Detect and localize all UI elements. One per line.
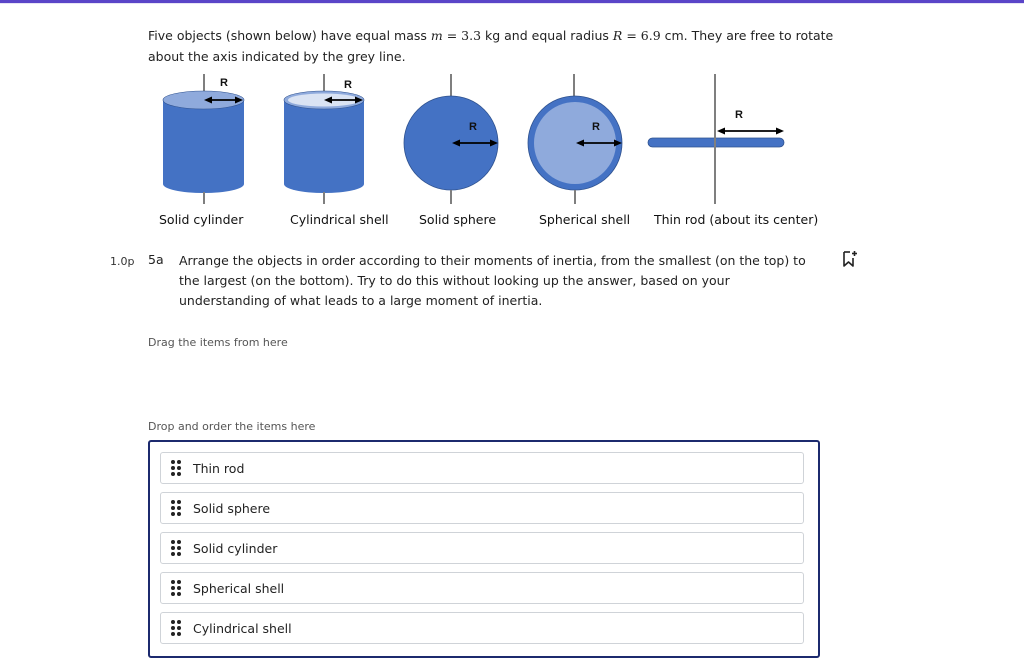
drag-item-label: Solid sphere [193,500,271,516]
radius-symbol: R = 6.9 [612,28,661,43]
objects-figure [0,66,1024,211]
drag-handle-icon[interactable] [171,460,183,476]
caption-solid-cylinder: Solid cylinder [159,212,244,227]
drop-zone-label: Drop and order the items here [148,420,316,433]
drag-item-thin-rod[interactable] [160,452,804,484]
drag-handle-icon[interactable] [171,620,183,636]
solid-sphere-drawing [404,74,498,204]
drag-item-label: Cylindrical shell [193,620,292,636]
radius-label: R [469,121,477,133]
radius-label: R [344,79,352,91]
drag-item-label: Spherical shell [193,580,285,596]
caption-thin-rod: Thin rod (about its center) [654,212,819,227]
intro-axis-text: about the axis indicated by the grey line. [148,49,406,64]
mass-symbol: m = 3.3 [430,28,482,43]
radius-label: R [220,77,228,89]
question-text: Arrange the objects in order according to their moments of inertia, from the smallest (on the top) to the largest (on the bottom). Try to do this without looking up the answer, based on your understanding of what leads to a large moment of inertia. [179,253,806,308]
cylindrical-shell-drawing [284,74,364,204]
top-accent-shadow [0,3,1024,4]
question-number: 5a [148,252,164,267]
radius-label: R [592,121,600,133]
drag-source-label: Drag the items from here [148,336,288,349]
drop-zone[interactable] [148,440,820,658]
caption-spherical-shell: Spherical shell [539,212,631,227]
spherical-shell-drawing [528,74,622,204]
drag-item-solid-sphere[interactable] [160,492,804,524]
drag-item-label: Solid cylinder [193,540,278,556]
drag-handle-icon[interactable] [171,580,183,596]
drag-item-spherical-shell[interactable] [160,572,804,604]
drag-handle-icon[interactable] [171,500,183,516]
drag-item-cylindrical-shell[interactable] [160,612,804,644]
thin-rod-drawing [648,74,784,204]
problem-intro [148,25,838,67]
drag-handle-icon[interactable] [171,540,183,556]
caption-cylindrical-shell: Cylindrical shell [290,212,389,227]
solid-cylinder-drawing [163,74,244,204]
question-points: 1.0p [110,255,135,268]
drag-item-solid-cylinder[interactable] [160,532,804,564]
bookmark-flag-icon[interactable] [842,250,858,268]
caption-solid-sphere: Solid sphere [419,212,497,227]
drag-item-label: Thin rod [193,460,245,476]
radius-label: R [735,109,743,121]
intro-text: Five objects (shown below) have equal mass [148,28,431,43]
intro-text-mass-unit: kg and equal radius [481,28,613,43]
intro-text-radius-unit: cm. They are free to rotate [660,28,834,43]
